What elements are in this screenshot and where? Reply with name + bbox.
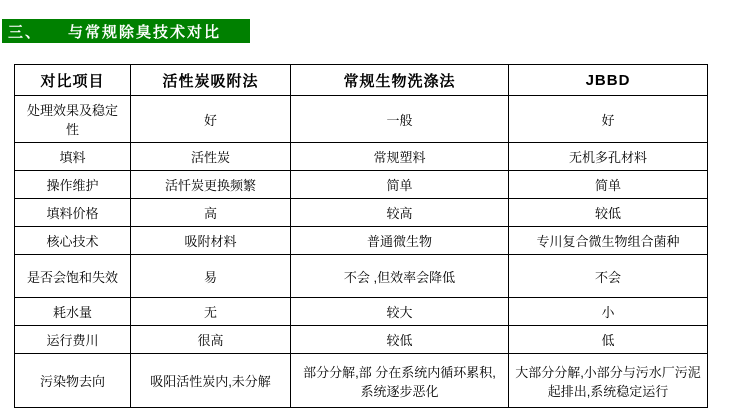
value-cell: 简单 xyxy=(291,171,509,199)
column-header: 常规生物洗涤法 xyxy=(291,65,509,96)
row-label-cell: 运行费川 xyxy=(15,326,131,354)
value-cell: 简单 xyxy=(509,171,708,199)
value-cell: 较大 xyxy=(291,298,509,326)
column-header: JBBD xyxy=(509,65,708,96)
row-label-cell: 污染物去向 xyxy=(15,354,131,408)
table-row xyxy=(15,326,708,354)
value-cell: 较高 xyxy=(291,199,509,227)
column-header: 对比项目 xyxy=(15,65,131,96)
value-cell: 好 xyxy=(509,96,708,143)
row-label-cell: 处理效果及稳定性 xyxy=(15,96,131,143)
value-cell: 普通微生物 xyxy=(291,227,509,255)
value-cell: 常规塑料 xyxy=(291,143,509,171)
value-cell: 易 xyxy=(131,255,291,298)
table-row xyxy=(15,298,708,326)
section-number: 三、 xyxy=(8,23,43,41)
table-row xyxy=(15,96,708,143)
value-cell: 较低 xyxy=(509,199,708,227)
column-header: 活性炭吸附法 xyxy=(131,65,291,96)
value-cell: 较低 xyxy=(291,326,509,354)
header-row xyxy=(15,65,708,96)
value-cell: 小 xyxy=(509,298,708,326)
value-cell: 吸附材料 xyxy=(131,227,291,255)
value-cell: 无 xyxy=(131,298,291,326)
value-cell: 不会 xyxy=(509,255,708,298)
section-title-bar xyxy=(2,19,250,43)
table-row xyxy=(15,354,708,408)
row-label-cell: 耗水量 xyxy=(15,298,131,326)
value-cell: 活性炭 xyxy=(131,143,291,171)
value-cell: 活忏炭更换频繁 xyxy=(131,171,291,199)
row-label-cell: 核心技术 xyxy=(15,227,131,255)
value-cell: 好 xyxy=(131,96,291,143)
value-cell: 部分分解,部 分在系统内循环累积,系统逐步恶化 xyxy=(291,354,509,408)
value-cell: 大部分分解,小部分与污水厂污泥起排出,系统稳定运行 xyxy=(509,354,708,408)
value-cell: 专川复合微生物组合菌种 xyxy=(509,227,708,255)
comparison-table xyxy=(14,64,708,408)
table-row xyxy=(15,255,708,298)
value-cell: 很高 xyxy=(131,326,291,354)
value-cell: 无机多孔材料 xyxy=(509,143,708,171)
row-label-cell: 操作维护 xyxy=(15,171,131,199)
value-cell: 吸阳活性炭内,未分解 xyxy=(131,354,291,408)
comparison-table-container xyxy=(14,64,708,408)
table-body xyxy=(15,96,708,408)
table-row xyxy=(15,199,708,227)
table-header xyxy=(15,65,708,96)
row-label-cell: 填料 xyxy=(15,143,131,171)
table-row xyxy=(15,143,708,171)
value-cell: 低 xyxy=(509,326,708,354)
row-label-cell: 填料价格 xyxy=(15,199,131,227)
value-cell: 一般 xyxy=(291,96,509,143)
value-cell: 不会 ,但效率会降低 xyxy=(291,255,509,298)
table-row xyxy=(15,171,708,199)
section-title: 与常规除臭技术对比 xyxy=(68,23,222,41)
row-label-cell: 是否会饱和失效 xyxy=(15,255,131,298)
table-row xyxy=(15,227,708,255)
value-cell: 高 xyxy=(131,199,291,227)
